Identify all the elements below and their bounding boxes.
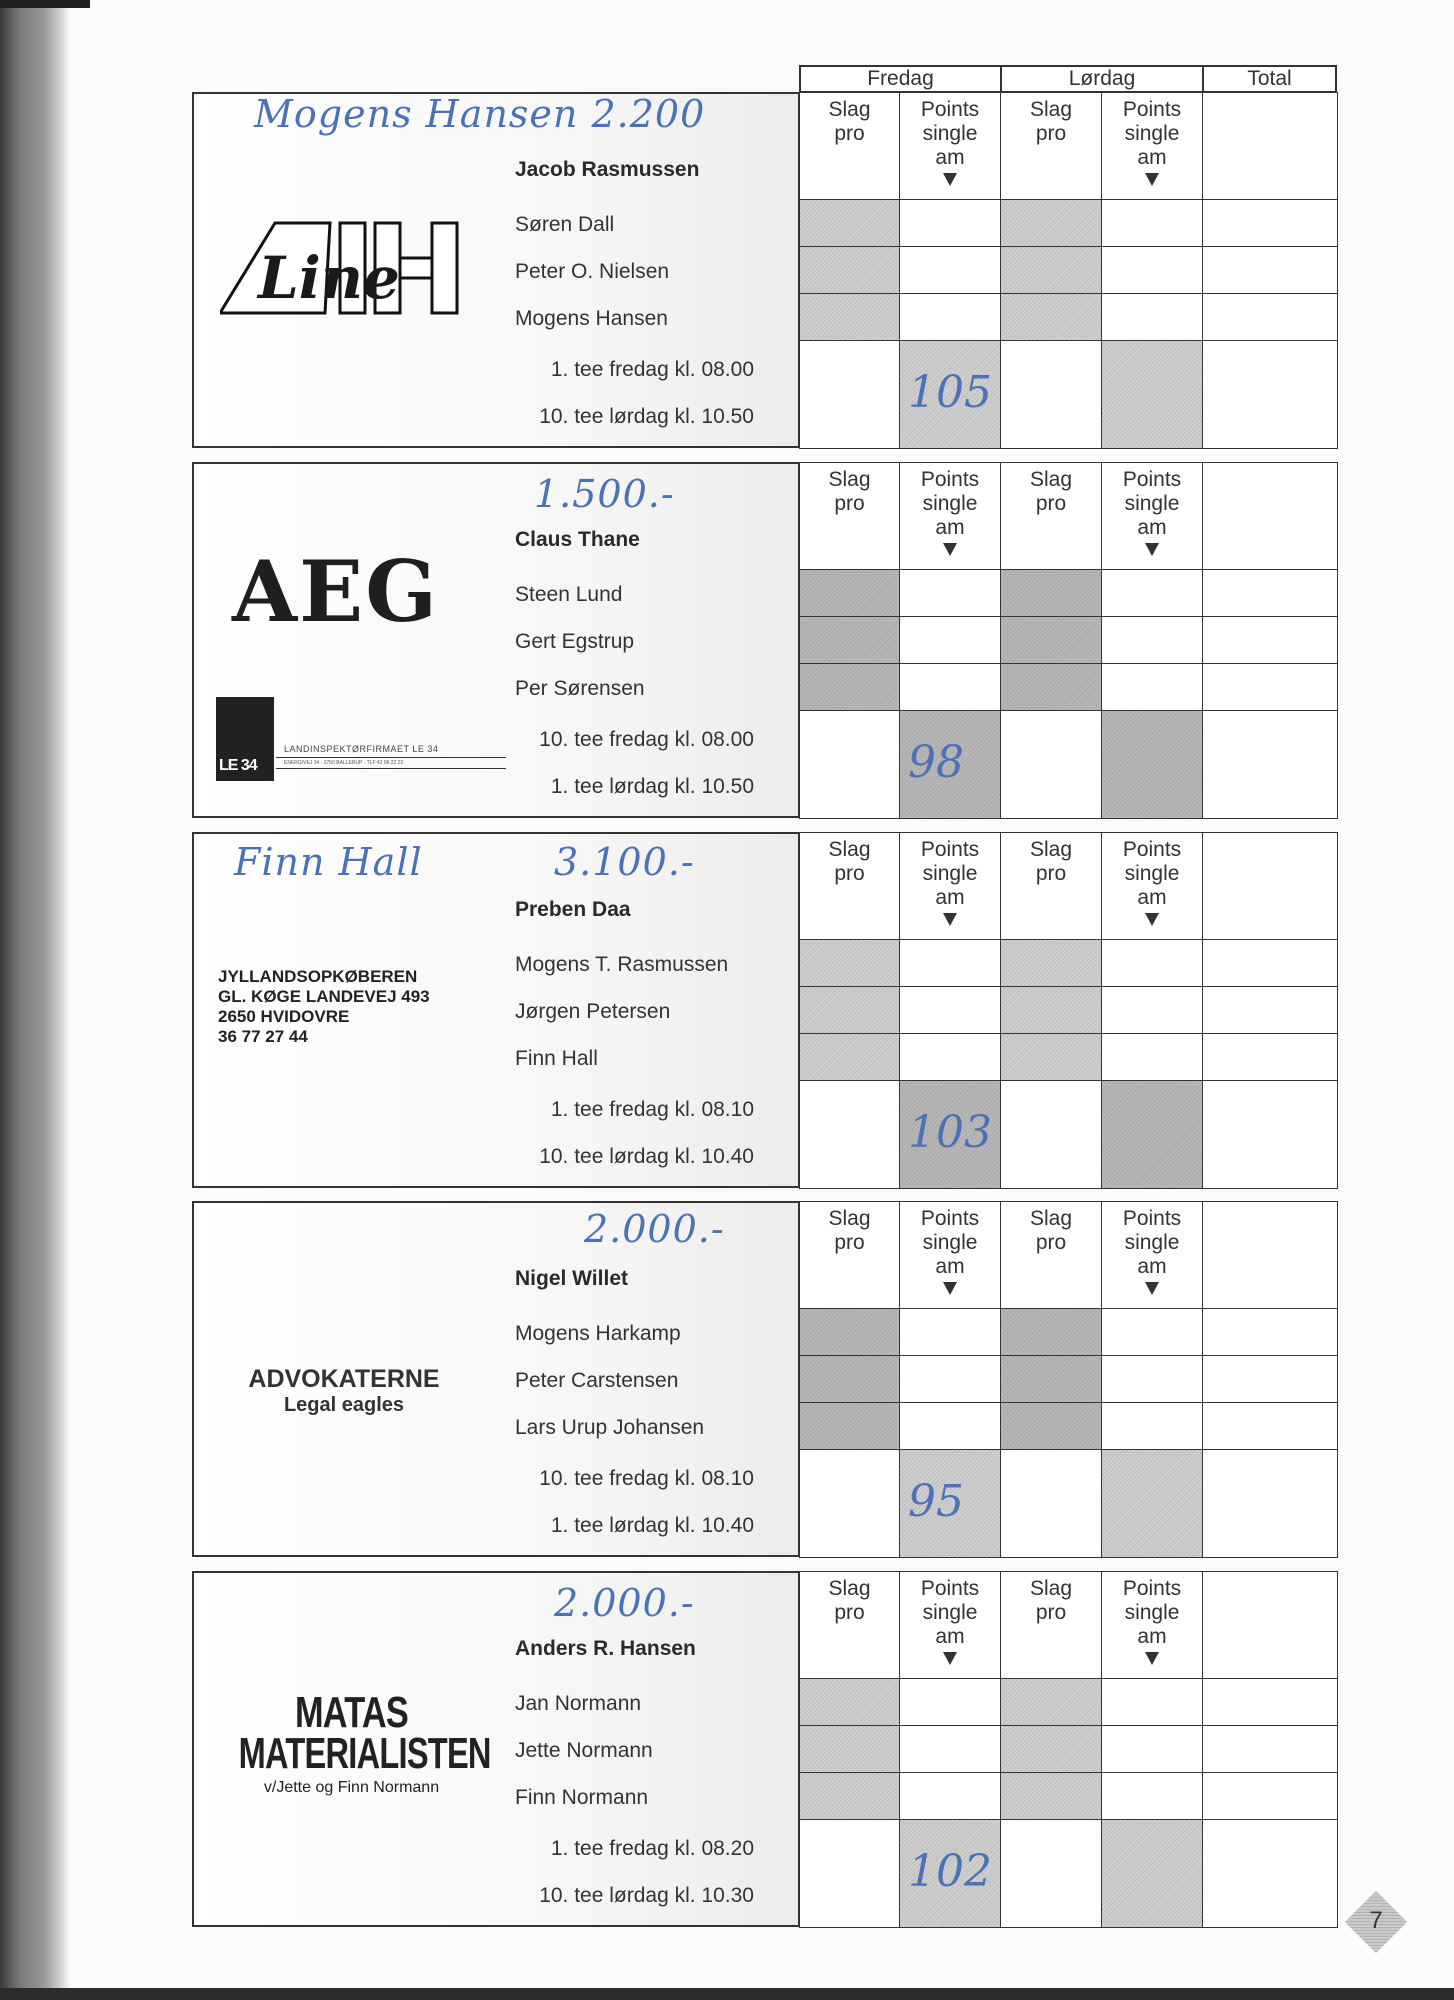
- address-line: JYLLANDSOPKØBEREN: [218, 967, 418, 986]
- le34-logo-text: LE 34: [219, 757, 257, 774]
- column-header-fredag-points: [899, 92, 1001, 200]
- column-header-fredag-slag-pro: [799, 832, 900, 940]
- score-cell-fredag-slag-pro[interactable]: [799, 569, 900, 617]
- column-header-label: [900, 1202, 1000, 1295]
- column-header-lordag-slag-pro: [1000, 832, 1102, 940]
- score-cell-lordag-points[interactable]: [1101, 1033, 1203, 1081]
- points-label: Points: [1122, 838, 1182, 861]
- column-header-label: [1102, 833, 1202, 926]
- column-header-label: [800, 1202, 899, 1255]
- column-header-fredag-slag-pro: [799, 462, 900, 570]
- pro-label: pro: [1035, 122, 1067, 145]
- column-header-fredag-slag-pro: [799, 92, 900, 200]
- pro-label: pro: [834, 862, 865, 885]
- score-cell-total[interactable]: [1202, 1402, 1338, 1450]
- score-cell-fredag-points[interactable]: [899, 1308, 1001, 1356]
- column-header-total: [1202, 462, 1338, 570]
- column-header-label: [1102, 1572, 1202, 1665]
- slag-label: Slag: [828, 838, 871, 861]
- column-header-fredag-points: [899, 462, 1001, 570]
- score-cell-total[interactable]: [1202, 710, 1338, 819]
- tee-time-1: 1. tee fredag kl. 08.20: [550, 1837, 754, 1860]
- player-name: Per Sørensen: [515, 677, 645, 700]
- team-block-4: [192, 1201, 1337, 1557]
- team-info-box: [192, 1201, 800, 1557]
- score-cell-lordag-points[interactable]: [1101, 1725, 1203, 1773]
- score-cell-total[interactable]: [1202, 199, 1338, 247]
- column-header-label: [800, 93, 899, 146]
- header-fredag: Fredag: [799, 65, 1002, 93]
- score-cell-lordag-points[interactable]: [1101, 616, 1203, 664]
- handwritten-amount: 2.000.-: [554, 1581, 695, 1625]
- scan-edge: [0, 0, 90, 8]
- pro-label: pro: [1035, 492, 1067, 515]
- score-cell-fredag-points[interactable]: [899, 710, 1001, 819]
- am-label: am: [935, 1625, 965, 1648]
- header-lordag: Lørdag: [1000, 65, 1204, 93]
- score-cell-lordag-slag-pro[interactable]: [1000, 1080, 1102, 1189]
- column-header-lordag-points: [1101, 1201, 1203, 1309]
- matas-logo: [199, 1688, 504, 1797]
- score-cell-fredag-points[interactable]: [899, 939, 1001, 987]
- score-cell-fredag-points[interactable]: [899, 569, 1001, 617]
- single-label: single: [922, 1231, 978, 1254]
- score-cell-lordag-points[interactable]: [1101, 1772, 1203, 1820]
- score-cell-fredag-points[interactable]: [899, 1449, 1001, 1558]
- score-cell-total[interactable]: [1202, 616, 1338, 664]
- score-cell-fredag-slag-pro[interactable]: [799, 1308, 900, 1356]
- score-cell-fredag-slag-pro[interactable]: [799, 663, 900, 711]
- single-label: single: [922, 1601, 978, 1624]
- divider: [276, 757, 506, 758]
- score-cell-total[interactable]: [1202, 986, 1338, 1034]
- score-cell-fredag-points[interactable]: [899, 1402, 1001, 1450]
- address-line: 2650 HVIDOVRE: [218, 1007, 350, 1026]
- triangle-down-icon: [1145, 1282, 1159, 1295]
- le34-logo: [216, 697, 274, 781]
- column-header-lordag-points: [1101, 92, 1203, 200]
- column-header-label: [900, 833, 1000, 926]
- score-cell-fredag-points[interactable]: [899, 663, 1001, 711]
- tee-time-1: 10. tee fredag kl. 08.10: [539, 1467, 754, 1490]
- column-header-fredag-points: [899, 1571, 1001, 1679]
- team-info-box: [192, 832, 800, 1188]
- score-cell-total[interactable]: [1202, 246, 1338, 294]
- score-cell-lordag-points[interactable]: [1101, 1678, 1203, 1726]
- score-cell-total[interactable]: [1202, 1725, 1338, 1773]
- column-header-label: [900, 93, 1000, 186]
- player-name: Mogens Hansen: [515, 307, 668, 330]
- points-label: Points: [1122, 1207, 1182, 1230]
- triangle-down-icon: [1145, 1652, 1159, 1665]
- score-cell-total[interactable]: [1202, 1772, 1338, 1820]
- score-cell-fredag-points[interactable]: [899, 1819, 1001, 1928]
- pro-label: pro: [1035, 862, 1067, 885]
- score-cell-lordag-slag-pro[interactable]: [1000, 1772, 1102, 1820]
- tee-time-1: 1. tee fredag kl. 08.00: [550, 358, 754, 381]
- single-label: single: [1124, 122, 1180, 145]
- team-block-1: [192, 92, 1337, 448]
- score-cell-lordag-slag-pro[interactable]: [1000, 199, 1102, 247]
- score-cell-fredag-slag-pro[interactable]: [799, 939, 900, 987]
- score-cell-fredag-slag-pro[interactable]: [799, 1449, 900, 1558]
- points-label: Points: [920, 838, 980, 861]
- le34-company-name: LANDINSPEKTØRFIRMAET LE 34: [284, 744, 439, 754]
- score-cell-total[interactable]: [1202, 1819, 1338, 1928]
- mh-line-logo: [220, 218, 460, 318]
- column-header-label: [800, 463, 899, 516]
- slag-label: Slag: [1029, 1207, 1073, 1230]
- team-captain: Nigel Willet: [515, 1267, 628, 1290]
- score-cell-lordag-slag-pro[interactable]: [1000, 710, 1102, 819]
- logo-lettering: Line: [258, 244, 400, 312]
- slag-label: Slag: [1029, 1577, 1073, 1600]
- score-cell-fredag-slag-pro[interactable]: [799, 1725, 900, 1773]
- player-name: Jørgen Petersen: [515, 1000, 671, 1023]
- score-cell-fredag-points[interactable]: [899, 616, 1001, 664]
- single-label: single: [922, 492, 978, 515]
- score-cell-fredag-points[interactable]: [899, 1725, 1001, 1773]
- score-cell-lordag-points[interactable]: [1101, 569, 1203, 617]
- score-cell-fredag-slag-pro[interactable]: [799, 340, 900, 449]
- team-info-box: [192, 462, 800, 818]
- player-name: Mogens T. Rasmussen: [515, 953, 729, 976]
- team-info-box: [192, 1571, 800, 1927]
- player-name: Finn Hall: [515, 1047, 598, 1070]
- player-name: Gert Egstrup: [515, 630, 635, 653]
- am-label: am: [1137, 886, 1167, 909]
- team-block-2: [192, 462, 1337, 818]
- am-label: am: [935, 1255, 965, 1278]
- address-line: GL. KØGE LANDEVEJ 493: [218, 987, 430, 1006]
- score-cell-lordag-slag-pro[interactable]: [1000, 1678, 1102, 1726]
- sponsor-subtitle: Legal eagles: [283, 1394, 405, 1416]
- column-header-lordag-slag-pro: [1000, 1201, 1102, 1309]
- score-grid: [799, 462, 1337, 818]
- score-cell-total[interactable]: [1202, 1080, 1338, 1189]
- column-header-lordag-slag-pro: [1000, 1571, 1102, 1679]
- triangle-down-icon: [943, 913, 957, 926]
- column-header-label: [800, 1572, 899, 1625]
- team-block-5: [192, 1571, 1337, 1927]
- points-label: Points: [1122, 1577, 1182, 1600]
- score-cell-lordag-points[interactable]: [1101, 1819, 1203, 1928]
- score-cell-lordag-points[interactable]: [1101, 340, 1203, 449]
- tee-time-2: 10. tee lørdag kl. 10.40: [539, 1145, 754, 1168]
- pro-label: pro: [834, 1601, 865, 1624]
- player-name: Steen Lund: [515, 583, 623, 606]
- score-cell-fredag-slag-pro[interactable]: [799, 1819, 900, 1928]
- score-cell-fredag-slag-pro[interactable]: [799, 710, 900, 819]
- advokaterne-logo: [194, 1365, 494, 1417]
- score-cell-lordag-slag-pro[interactable]: [1000, 663, 1102, 711]
- single-label: single: [1124, 1601, 1180, 1624]
- triangle-down-icon: [1145, 913, 1159, 926]
- handwritten-amount: 2.000.-: [584, 1207, 725, 1251]
- score-cell-lordag-slag-pro[interactable]: [1000, 1355, 1102, 1403]
- score-cell-total[interactable]: [1202, 293, 1338, 341]
- points-label: Points: [1122, 98, 1182, 121]
- am-label: am: [935, 886, 965, 909]
- column-header-label: [1001, 1572, 1101, 1625]
- score-cell-total[interactable]: [1202, 569, 1338, 617]
- score-cell-lordag-slag-pro[interactable]: [1000, 1449, 1102, 1558]
- column-header-lordag-points: [1101, 462, 1203, 570]
- slag-label: Slag: [828, 1577, 871, 1600]
- tee-time-2: 1. tee lørdag kl. 10.40: [550, 1514, 754, 1537]
- am-label: am: [1137, 1255, 1167, 1278]
- score-grid: [799, 1571, 1337, 1927]
- sponsor-line-3: v/Jette og Finn Normann: [263, 1779, 440, 1796]
- aeg-logo: AEG: [232, 542, 439, 641]
- score-cell-total[interactable]: [1202, 340, 1338, 449]
- team-captain: Jacob Rasmussen: [515, 158, 700, 181]
- score-cell-total[interactable]: [1202, 1033, 1338, 1081]
- score-cell-fredag-points[interactable]: [899, 986, 1001, 1034]
- player-name: Mogens Harkamp: [515, 1322, 681, 1345]
- score-cell-fredag-slag-pro[interactable]: [799, 1772, 900, 1820]
- score-cell-total[interactable]: [1202, 939, 1338, 987]
- score-cell-total[interactable]: [1202, 1678, 1338, 1726]
- column-header-label: [1001, 463, 1101, 516]
- column-header-fredag-slag-pro: [799, 1201, 900, 1309]
- slag-label: Slag: [1029, 838, 1073, 861]
- team-info-box: [192, 92, 800, 448]
- column-header-fredag-points: [899, 1201, 1001, 1309]
- single-label: single: [922, 862, 978, 885]
- triangle-down-icon: [943, 543, 957, 556]
- column-header-lordag-slag-pro: [1000, 92, 1102, 200]
- slag-label: Slag: [828, 1207, 871, 1230]
- score-cell-fredag-points[interactable]: [899, 1772, 1001, 1820]
- score-cell-lordag-slag-pro[interactable]: [1000, 1725, 1102, 1773]
- score-grid: [799, 1201, 1337, 1557]
- handwritten-amount: 1.500.-: [534, 472, 675, 516]
- column-header-label: [1001, 1202, 1101, 1255]
- book-spine-shadow: [0, 0, 70, 2000]
- player-name: Jette Normann: [515, 1739, 653, 1762]
- triangle-down-icon: [1145, 543, 1159, 556]
- triangle-down-icon: [943, 173, 957, 186]
- column-header-fredag-points: [899, 832, 1001, 940]
- score-cell-lordag-slag-pro[interactable]: [1000, 1308, 1102, 1356]
- points-label: Points: [920, 1207, 980, 1230]
- column-header-label: [1102, 93, 1202, 186]
- column-header-label: [900, 1572, 1000, 1665]
- points-label: Points: [920, 1577, 980, 1600]
- score-cell-fredag-slag-pro[interactable]: [799, 616, 900, 664]
- score-cell-fredag-slag-pro[interactable]: [799, 293, 900, 341]
- column-header-label: [1102, 463, 1202, 556]
- column-header-total: [1202, 832, 1338, 940]
- handwritten-score: 95: [908, 1476, 964, 1527]
- player-name: Peter Carstensen: [515, 1369, 679, 1392]
- am-label: am: [935, 146, 965, 169]
- triangle-down-icon: [943, 1652, 957, 1665]
- player-name: Lars Urup Johansen: [515, 1416, 705, 1439]
- am-label: am: [1137, 146, 1167, 169]
- score-cell-lordag-slag-pro[interactable]: [1000, 569, 1102, 617]
- score-cell-lordag-points[interactable]: [1101, 293, 1203, 341]
- pro-label: pro: [834, 122, 865, 145]
- score-cell-fredag-slag-pro[interactable]: [799, 199, 900, 247]
- tee-time-2: 10. tee lørdag kl. 10.30: [539, 1884, 754, 1907]
- score-cell-lordag-slag-pro[interactable]: [1000, 986, 1102, 1034]
- score-cell-fredag-points[interactable]: [899, 199, 1001, 247]
- score-grid: [799, 832, 1337, 1188]
- handwritten-score: 105: [908, 367, 992, 418]
- slag-label: Slag: [1029, 468, 1073, 491]
- score-cell-lordag-slag-pro[interactable]: [1000, 1033, 1102, 1081]
- scan-bottom-edge: [0, 1988, 1454, 2000]
- score-cell-lordag-points[interactable]: [1101, 199, 1203, 247]
- single-label: single: [922, 122, 978, 145]
- score-cell-lordag-points[interactable]: [1101, 1308, 1203, 1356]
- column-header-lordag-points: [1101, 1571, 1203, 1679]
- tee-time-1: 1. tee fredag kl. 08.10: [550, 1098, 754, 1121]
- am-label: am: [935, 516, 965, 539]
- team-captain: Claus Thane: [515, 528, 640, 551]
- handwritten-score: 98: [908, 737, 964, 788]
- score-cell-lordag-points[interactable]: [1101, 939, 1203, 987]
- score-cell-total[interactable]: [1202, 1355, 1338, 1403]
- score-cell-lordag-points[interactable]: [1101, 1449, 1203, 1558]
- handwritten-name: Finn Hall: [234, 840, 423, 884]
- score-cell-fredag-points[interactable]: [899, 340, 1001, 449]
- score-cell-total[interactable]: [1202, 1308, 1338, 1356]
- handwritten-score: 102: [908, 1846, 992, 1897]
- pro-label: pro: [834, 492, 865, 515]
- slag-label: Slag: [828, 468, 871, 491]
- column-header-label: [1001, 93, 1101, 146]
- handwritten-amount: Mogens Hansen 2.200: [254, 92, 706, 136]
- score-cell-lordag-points[interactable]: [1101, 663, 1203, 711]
- score-cell-lordag-points[interactable]: [1101, 986, 1203, 1034]
- column-header-total: [1202, 92, 1338, 200]
- score-cell-fredag-slag-pro[interactable]: [799, 1678, 900, 1726]
- player-name: Peter O. Nielsen: [515, 260, 670, 283]
- sponsor-line-1: MATAS: [294, 1688, 409, 1737]
- score-cell-lordag-points[interactable]: [1101, 246, 1203, 294]
- score-cell-fredag-points[interactable]: [899, 1355, 1001, 1403]
- score-cell-lordag-slag-pro[interactable]: [1000, 340, 1102, 449]
- team-captain: Preben Daa: [515, 898, 631, 921]
- column-header-label: [1001, 833, 1101, 886]
- points-label: Points: [920, 468, 980, 491]
- score-cell-lordag-slag-pro[interactable]: [1000, 1402, 1102, 1450]
- le34-address: ENERGIVEJ 34 · 2750 BALLERUP · TLF 42 06 22 22: [284, 760, 404, 766]
- team-block-3: [192, 832, 1337, 1188]
- tee-time-2: 10. tee lørdag kl. 10.50: [539, 405, 754, 428]
- column-header-total: [1202, 1201, 1338, 1309]
- am-label: am: [1137, 516, 1167, 539]
- score-cell-fredag-points[interactable]: [899, 246, 1001, 294]
- team-captain: Anders R. Hansen: [515, 1637, 696, 1660]
- score-cell-fredag-points[interactable]: [899, 1080, 1001, 1189]
- score-grid: [799, 92, 1337, 448]
- score-cell-lordag-slag-pro[interactable]: [1000, 246, 1102, 294]
- score-cell-fredag-slag-pro[interactable]: [799, 1355, 900, 1403]
- score-cell-fredag-slag-pro[interactable]: [799, 1033, 900, 1081]
- score-cell-lordag-slag-pro[interactable]: [1000, 1819, 1102, 1928]
- triangle-down-icon: [1145, 173, 1159, 186]
- player-name: Jan Normann: [515, 1692, 642, 1715]
- slag-label: Slag: [828, 98, 871, 121]
- column-header-total: [1202, 1571, 1338, 1679]
- address-line: 36 77 27 44: [218, 1027, 308, 1046]
- column-header-label: [800, 833, 899, 886]
- pro-label: pro: [1035, 1601, 1067, 1624]
- am-label: am: [1137, 1625, 1167, 1648]
- sponsor-title: ADVOKATERNE: [248, 1365, 440, 1393]
- column-header-lordag-slag-pro: [1000, 462, 1102, 570]
- column-header-label: [1102, 1202, 1202, 1295]
- tee-time-2: 1. tee lørdag kl. 10.50: [550, 775, 754, 798]
- pro-label: pro: [834, 1231, 865, 1254]
- score-cell-fredag-points[interactable]: [899, 293, 1001, 341]
- single-label: single: [1124, 492, 1180, 515]
- single-label: single: [1124, 1231, 1180, 1254]
- handwritten-score: 103: [908, 1107, 992, 1158]
- score-cell-total[interactable]: [1202, 1449, 1338, 1558]
- points-label: Points: [920, 98, 980, 121]
- divider: [276, 768, 506, 769]
- header-total: Total: [1202, 65, 1337, 93]
- score-cell-lordag-points[interactable]: [1101, 1355, 1203, 1403]
- sponsor-address: [218, 967, 430, 1047]
- triangle-down-icon: [943, 1282, 957, 1295]
- column-header-fredag-slag-pro: [799, 1571, 900, 1679]
- player-name: Søren Dall: [515, 213, 615, 236]
- score-cell-fredag-points[interactable]: [899, 1678, 1001, 1726]
- score-cell-fredag-slag-pro[interactable]: [799, 246, 900, 294]
- score-cell-fredag-slag-pro[interactable]: [799, 1080, 900, 1189]
- pro-label: pro: [1035, 1231, 1067, 1254]
- player-name: Finn Normann: [515, 1786, 649, 1809]
- score-cell-lordag-points[interactable]: [1101, 1080, 1203, 1189]
- score-cell-fredag-slag-pro[interactable]: [799, 986, 900, 1034]
- score-cell-lordag-points[interactable]: [1101, 710, 1203, 819]
- slag-label: Slag: [1029, 98, 1073, 121]
- tee-time-1: 10. tee fredag kl. 08.00: [539, 728, 754, 751]
- score-cell-lordag-slag-pro[interactable]: [1000, 616, 1102, 664]
- sponsor-line-2: MATERIALISTEN: [238, 1729, 491, 1778]
- score-cell-lordag-slag-pro[interactable]: [1000, 293, 1102, 341]
- points-label: Points: [1122, 468, 1182, 491]
- score-cell-lordag-points[interactable]: [1101, 1402, 1203, 1450]
- score-cell-lordag-slag-pro[interactable]: [1000, 939, 1102, 987]
- score-cell-fredag-points[interactable]: [899, 1033, 1001, 1081]
- score-cell-total[interactable]: [1202, 663, 1338, 711]
- page-number: 7: [1369, 1907, 1383, 1934]
- handwritten-amount: 3.100.-: [554, 840, 695, 884]
- score-cell-fredag-slag-pro[interactable]: [799, 1402, 900, 1450]
- single-label: single: [1124, 862, 1180, 885]
- column-header-lordag-points: [1101, 832, 1203, 940]
- column-header-label: [900, 463, 1000, 556]
